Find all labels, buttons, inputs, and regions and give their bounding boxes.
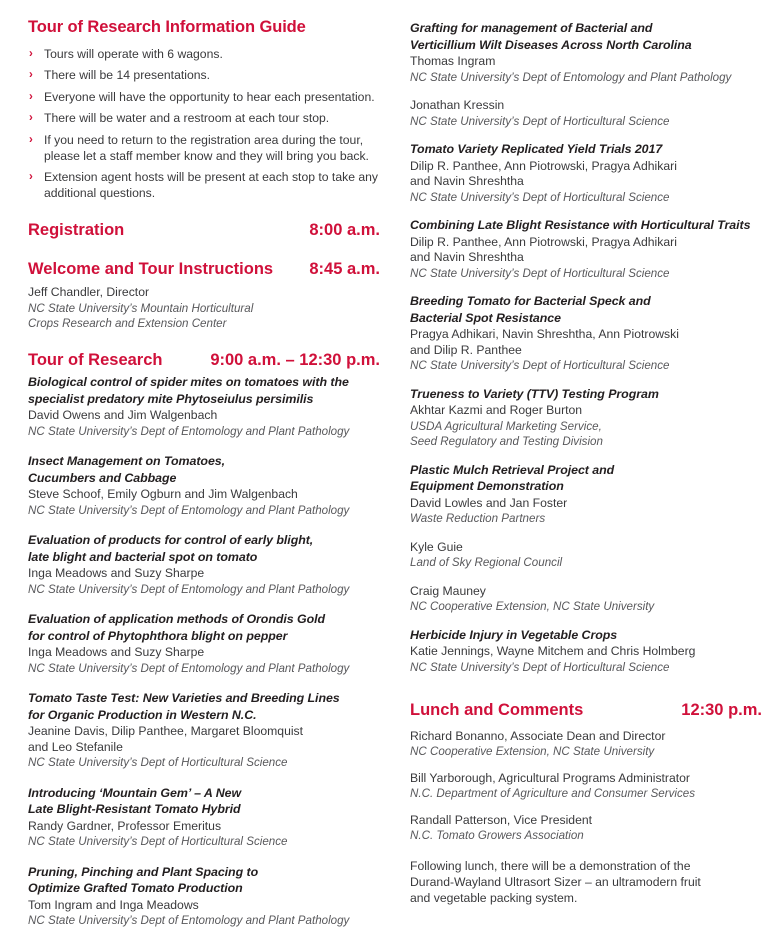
speaker-name: Kyle Guie bbox=[410, 539, 463, 554]
lunch-speaker bbox=[410, 813, 762, 844]
schedule-label: Registration bbox=[28, 221, 125, 240]
session-title-cont: for Organic Production in Western N.C. bbox=[28, 707, 257, 722]
session-title-cont: Late Blight-Resistant Tomato Hybrid bbox=[28, 802, 241, 817]
chevron-right-icon: › bbox=[29, 171, 33, 184]
speaker-org: NC State University’s Dept of Horticultural Science bbox=[410, 190, 670, 204]
session-item bbox=[28, 691, 380, 771]
speaker-name: Pragya Adhikari, Navin Shreshtha, Ann Piotrowski bbox=[410, 327, 679, 341]
speaker-org: NC Cooperative Extension, NC State University bbox=[410, 600, 655, 613]
speaker-org: NC State University’s Dept of Entomology and Plant Pathology bbox=[28, 424, 350, 438]
speaker-org: NC Cooperative Extension, NC State University bbox=[410, 745, 655, 759]
session-title: Herbicide Injury in Vegetable Crops bbox=[410, 627, 618, 642]
session-title: Introducing ‘Mountain Gem’ – A New bbox=[28, 785, 242, 800]
session-item bbox=[410, 218, 762, 281]
list-item-text: If you need to return to the registration area during the tour, please let a staff member know and they will bring you back. bbox=[44, 132, 369, 163]
speaker-org: NC State University’s Dept of Horticultural Science bbox=[410, 359, 670, 372]
session-item bbox=[410, 98, 762, 129]
list-item bbox=[28, 46, 380, 62]
session-item bbox=[28, 533, 380, 597]
speaker-org: USDA Agricultural Marketing Service, bbox=[410, 419, 602, 433]
info-guide-list bbox=[28, 46, 380, 202]
speaker-name: Dilip R. Panthee, Ann Piotrowski, Pragya Adhikari bbox=[410, 234, 677, 249]
speaker-org: NC State University’s Dept of Horticultural Science bbox=[28, 835, 288, 849]
speaker-org: N.C. Tomato Growers Association bbox=[410, 829, 584, 843]
session-title: Grafting for management of Bacterial and bbox=[410, 21, 653, 35]
list-item-text: Everyone will have the opportunity to hear each presentation. bbox=[44, 89, 375, 104]
session-item bbox=[410, 584, 762, 615]
speaker-name: Bill Yarborough, Agricultural Programs Administrator bbox=[410, 770, 690, 785]
session-title-cont: Equipment Demonstration bbox=[410, 479, 564, 493]
speaker-org: NC State University’s Dept of Entomology and Plant Pathology bbox=[410, 70, 732, 84]
speaker-name-cont: and Dilip R. Panthee bbox=[410, 342, 522, 357]
session-item bbox=[28, 612, 380, 676]
session-item bbox=[410, 21, 762, 85]
speaker-org: N.C. Department of Agriculture and Consumer Services bbox=[410, 787, 696, 801]
session-title-cont: Cucumbers and Cabbage bbox=[28, 470, 177, 485]
chevron-right-icon: › bbox=[29, 47, 33, 60]
schedule-label: Tour of Research bbox=[28, 350, 163, 369]
speaker-name-cont: and Leo Stefanile bbox=[28, 739, 123, 754]
speaker-name: David Lowles and Jan Foster bbox=[410, 495, 568, 510]
speaker-org: NC State University’s Dept of Horticultural Science bbox=[28, 756, 288, 770]
speaker-name: Thomas Ingram bbox=[410, 54, 496, 68]
session-item bbox=[410, 294, 762, 374]
session-title: Breeding Tomato for Bacterial Speck and bbox=[410, 294, 651, 308]
session-title: Plastic Mulch Retrieval Project and bbox=[410, 462, 615, 477]
session-item bbox=[28, 454, 380, 518]
session-title: Insect Management on Tomatoes, bbox=[28, 454, 226, 469]
closing-note-line: Durand-Wayland Ultrasort Sizer – an ultramodern fruit bbox=[410, 874, 701, 889]
speaker-name: Jeanine Davis, Dilip Panthee, Margaret Bloomquist bbox=[28, 724, 304, 739]
speaker-name-cont: and Navin Shreshtha bbox=[410, 174, 524, 188]
closing-note-line: Following lunch, there will be a demonstration of the bbox=[410, 858, 691, 873]
list-item bbox=[28, 132, 380, 164]
speaker-name: Randall Patterson, Vice President bbox=[410, 812, 593, 827]
session-item bbox=[410, 463, 762, 527]
session-title: Combining Late Blight Resistance with Horticultural Traits bbox=[410, 218, 751, 232]
list-item bbox=[28, 169, 380, 201]
speaker-name-cont: and Navin Shreshtha bbox=[410, 250, 524, 264]
speaker-name: Tom Ingram and Inga Meadows bbox=[28, 897, 199, 912]
session-title-cont: Verticillium Wilt Diseases Across North Carolina bbox=[410, 37, 692, 52]
right-column bbox=[410, 18, 762, 905]
schedule-row-tour bbox=[28, 351, 380, 371]
schedule-time: 12:30 p.m. bbox=[681, 701, 762, 719]
session-title: Pruning, Pinching and Plant Spacing to bbox=[28, 864, 259, 879]
list-item-text: There will be 14 presentations. bbox=[44, 68, 210, 83]
speaker-org-cont: Seed Regulatory and Testing Division bbox=[410, 435, 603, 448]
session-title: Tomato Taste Test: New Varieties and Breeding Lines bbox=[28, 691, 340, 706]
session-item bbox=[410, 628, 762, 676]
session-item bbox=[410, 142, 762, 205]
session-title: Biological control of spider mites on tomatoes with the bbox=[28, 375, 349, 390]
schedule-time: 8:45 a.m. bbox=[309, 260, 380, 279]
closing-note bbox=[410, 858, 762, 906]
schedule-row-registration bbox=[28, 221, 380, 241]
speaker-org-cont: Crops Research and Extension Center bbox=[28, 317, 227, 331]
lunch-speaker bbox=[410, 729, 762, 760]
schedule-time: 8:00 a.m. bbox=[309, 221, 380, 240]
speaker-org: NC State University’s Dept of Horticultural Science bbox=[410, 266, 670, 280]
list-item-text: There will be water and a restroom at each tour stop. bbox=[44, 111, 330, 126]
chevron-right-icon: › bbox=[29, 133, 33, 146]
speaker-name: Steve Schoof, Emily Ogburn and Jim Walgenbach bbox=[28, 487, 298, 502]
schedule-label: Lunch and Comments bbox=[410, 701, 584, 719]
schedule-row-welcome bbox=[28, 260, 380, 280]
speaker-name: Akhtar Kazmi and Roger Burton bbox=[410, 403, 583, 417]
schedule-label: Welcome and Tour Instructions bbox=[28, 260, 274, 279]
closing-note-line: and vegetable packing system. bbox=[410, 890, 578, 905]
session-title: Evaluation of products for control of early blight, bbox=[28, 533, 314, 548]
session-title-cont: specialist predatory mite Phytoseiulus persimilis bbox=[28, 391, 314, 406]
speaker-org: Land of Sky Regional Council bbox=[410, 556, 563, 569]
list-item bbox=[28, 110, 380, 126]
session-item bbox=[28, 786, 380, 850]
session-item bbox=[410, 387, 762, 450]
speaker-org: NC State University’s Dept of Entomology and Plant Pathology bbox=[28, 661, 350, 675]
welcome-speaker bbox=[28, 285, 380, 332]
session-title: Evaluation of application methods of Orondis Gold bbox=[28, 612, 326, 627]
list-item-text: Extension agent hosts will be present at each stop to take any additional questions. bbox=[44, 170, 379, 201]
speaker-name: Jonathan Kressin bbox=[410, 98, 505, 112]
session-title: Tomato Variety Replicated Yield Trials 2017 bbox=[410, 142, 663, 156]
session-title-cont: Bacterial Spot Resistance bbox=[410, 310, 561, 325]
speaker-name: Randy Gardner, Professor Emeritus bbox=[28, 818, 222, 833]
left-column bbox=[28, 18, 380, 928]
schedule-row-lunch bbox=[410, 701, 762, 721]
speaker-name: Richard Bonanno, Associate Dean and Director bbox=[410, 728, 666, 743]
session-title: Trueness to Variety (TTV) Testing Program bbox=[410, 386, 659, 401]
session-title-cont: Optimize Grafted Tomato Production bbox=[28, 881, 243, 896]
list-item bbox=[28, 89, 380, 105]
speaker-org: NC State University’s Dept of Horticultural Science bbox=[410, 660, 670, 674]
session-title-cont: for control of Phytophthora blight on pepper bbox=[28, 628, 288, 643]
speaker-org: NC State University’s Mountain Horticultural bbox=[28, 301, 254, 315]
list-item-text: Tours will operate with 6 wagons. bbox=[44, 46, 223, 61]
speaker-name: Craig Mauney bbox=[410, 583, 486, 598]
speaker-org: Waste Reduction Partners bbox=[410, 512, 546, 525]
speaker-org: NC State University’s Dept of Entomology and Plant Pathology bbox=[28, 914, 350, 928]
speaker-org: NC State University’s Dept of Entomology and Plant Pathology bbox=[28, 582, 350, 596]
session-item bbox=[410, 540, 762, 571]
speaker-name: Inga Meadows and Suzy Sharpe bbox=[28, 645, 205, 660]
lunch-speaker bbox=[410, 771, 762, 802]
speaker-org: NC State University’s Dept of Entomology and Plant Pathology bbox=[28, 503, 350, 517]
list-item bbox=[28, 67, 380, 83]
speaker-name: Inga Meadows and Suzy Sharpe bbox=[28, 566, 205, 581]
schedule-time: 9:00 a.m. – 12:30 p.m. bbox=[210, 350, 380, 369]
session-item bbox=[28, 865, 380, 929]
speaker-org: NC State University’s Dept of Horticultural Science bbox=[410, 114, 670, 128]
session-title-cont: late blight and bacterial spot on tomato bbox=[28, 549, 258, 564]
chevron-right-icon: › bbox=[29, 112, 33, 125]
chevron-right-icon: › bbox=[29, 90, 33, 103]
speaker-name: Jeff Chandler, Director bbox=[28, 285, 150, 300]
speaker-name: Dilip R. Panthee, Ann Piotrowski, Pragya Adhikari bbox=[410, 158, 677, 173]
chevron-right-icon: › bbox=[29, 69, 33, 82]
speaker-name: David Owens and Jim Walgenbach bbox=[28, 408, 218, 423]
page-title: Tour of Research Information Guide bbox=[28, 18, 306, 36]
session-item bbox=[28, 375, 380, 439]
speaker-name: Katie Jennings, Wayne Mitchem and Chris Holmberg bbox=[410, 644, 696, 658]
